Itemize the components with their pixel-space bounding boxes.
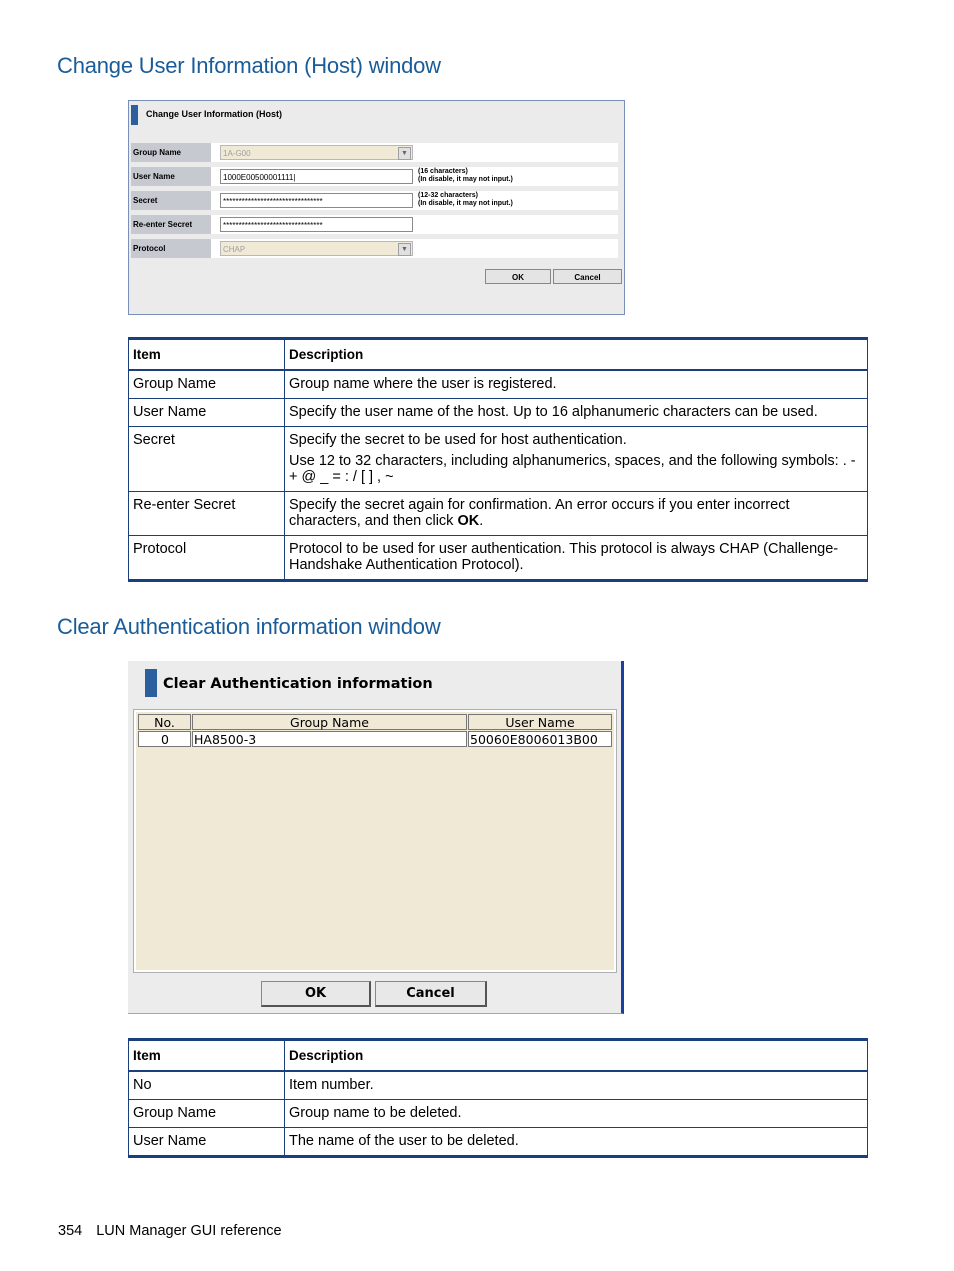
item-cell: No (129, 1071, 285, 1100)
row-group-cell[interactable]: HA8500-3 (192, 731, 467, 747)
column-header-no[interactable]: No. (138, 714, 191, 730)
secret-label: Secret (131, 191, 211, 210)
row-user-cell[interactable]: 50060E8006013B00 (468, 731, 612, 747)
description-cell: Specify the secret again for confirmation. An error occurs if you enter incorrect characters, and then click OK. (285, 492, 868, 536)
reenter-secret-input[interactable]: ******************************** (220, 217, 413, 232)
protocol-label: Protocol (131, 239, 211, 258)
column-header-description: Description (285, 1040, 868, 1072)
chevron-down-icon: ▼ (398, 243, 411, 256)
protocol-select: CHAP ▼ (220, 241, 413, 256)
ok-emphasis: OK (457, 513, 480, 529)
description-cell: Protocol to be used for user authentication. This protocol is always CHAP (Challenge-Handshake Authentication Protocol). (285, 536, 868, 581)
chevron-down-icon: ▼ (398, 147, 411, 160)
column-header-item: Item (129, 1040, 285, 1072)
column-header-group-name[interactable]: Group Name (192, 714, 467, 730)
description-cell: Group name to be deleted. (285, 1100, 868, 1128)
secret-row (131, 191, 618, 210)
table-row (129, 536, 868, 581)
group-name-row (131, 143, 618, 162)
cancel-button[interactable]: Cancel (553, 269, 622, 284)
user-name-row (131, 167, 618, 186)
clear-auth-description-table (128, 1038, 868, 1158)
window-title: Change User Information (Host) (146, 109, 283, 119)
description-cell: Specify the user name of the host. Up to 16 alphanumeric characters can be used. (285, 399, 868, 427)
page-footer (58, 1223, 282, 1239)
table-row (129, 370, 868, 399)
column-header-user-name[interactable]: User Name (468, 714, 612, 730)
secret-input[interactable]: ******************************** (220, 193, 413, 208)
item-cell: User Name (129, 399, 285, 427)
change-user-info-window (128, 100, 625, 315)
column-header-description: Description (285, 339, 868, 371)
reenter-secret-label: Re-enter Secret (131, 215, 211, 234)
auth-list[interactable] (134, 710, 616, 972)
description-cell (285, 427, 868, 492)
item-cell: Re-enter Secret (129, 492, 285, 536)
item-cell: User Name (129, 1128, 285, 1157)
secret-note: (12-32 characters) (In disable, it may not input.) (418, 192, 513, 207)
description-paragraph: Use 12 to 32 characters, including alphanumerics, spaces, and the following symbols: . - + @ _ = : / [ ] , ~ (289, 453, 856, 485)
section-heading-change-user: Change User Information (Host) window (57, 53, 441, 78)
item-cell: Protocol (129, 536, 285, 581)
cancel-button[interactable]: Cancel (375, 981, 487, 1007)
ok-button[interactable]: OK (261, 981, 371, 1007)
item-cell: Secret (129, 427, 285, 492)
row-no-cell[interactable]: 0 (138, 731, 191, 747)
column-header-item: Item (129, 339, 285, 371)
description-paragraph: Specify the secret to be used for host authentication. (289, 432, 627, 448)
table-row (129, 1128, 868, 1157)
page-number: 354 (58, 1223, 83, 1239)
window-title: Clear Authentication information (163, 676, 433, 692)
user-name-input[interactable]: 1000E00500001111| (220, 169, 413, 184)
description-cell: Item number. (285, 1071, 868, 1100)
item-cell: Group Name (129, 1100, 285, 1128)
description-cell: Group name where the user is registered. (285, 370, 868, 399)
title-accent-bar (131, 105, 138, 125)
user-name-label: User Name (131, 167, 211, 186)
user-name-note: (16 characters) (In disable, it may not input.) (418, 168, 513, 183)
title-accent-bar (145, 669, 157, 697)
table-row (129, 492, 868, 536)
ok-button[interactable]: OK (485, 269, 551, 284)
footer-text: LUN Manager GUI reference (96, 1223, 282, 1239)
group-name-label: Group Name (131, 143, 211, 162)
clear-auth-window (128, 661, 624, 1014)
table-row (129, 1071, 868, 1100)
item-cell: Group Name (129, 370, 285, 399)
change-user-description-table (128, 337, 868, 582)
description-cell: The name of the user to be deleted. (285, 1128, 868, 1157)
protocol-row (131, 239, 618, 258)
table-row (129, 399, 868, 427)
table-row (129, 427, 868, 492)
table-row (129, 1100, 868, 1128)
section-heading-clear-auth: Clear Authentication information window (57, 614, 441, 639)
reenter-secret-row (131, 215, 618, 234)
group-name-select: 1A-G00 ▼ (220, 145, 413, 160)
